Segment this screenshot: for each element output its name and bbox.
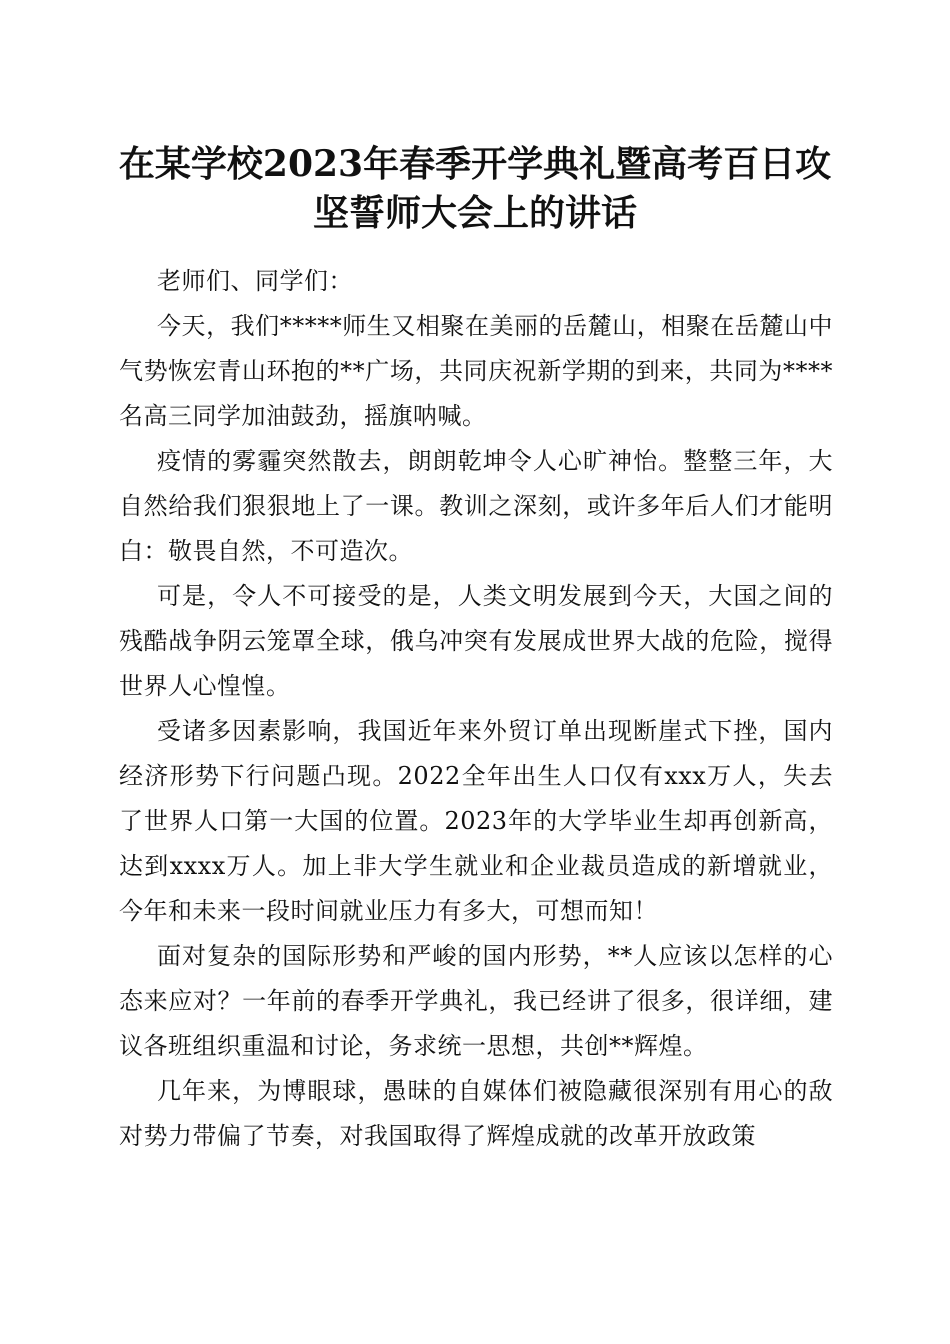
paragraph-4: 受诸多因素影响，我国近年来外贸订单出现断崖式下挫，国内经济形势下行问题凸现。2022全年出生人口仅有xxx万人，失去了世界人口第一大国的位置。2023年的大学毕业生却再创新高，达到xxxx万人。加上非大学生就业和企业裁员造成的新增就业，今年和未来一段时间就业压力有多大，可想而知！ [119, 717, 833, 925]
salutation: 老师们、同学们： [157, 267, 353, 295]
document-body [119, 259, 833, 1159]
document-title [110, 140, 840, 238]
paragraph-1: 今天，我们*****师生又相聚在美丽的岳麓山，相聚在岳麓山中气势恢宏青山环抱的**广场，共同庆祝新学期的到来，共同为****名高三同学加油鼓劲，摇旗呐喊。 [119, 312, 833, 430]
title-line-1: 在某学校2023年春季开学典礼暨高考百日攻 [118, 143, 832, 185]
paragraph-6: 几年来，为博眼球，愚昧的自媒体们被隐藏很深别有用心的敌对势力带偏了节奏，对我国取得了辉煌成就的改革开放政策 [119, 1077, 833, 1150]
title-line-2: 坚誓师大会上的讲话 [312, 192, 637, 234]
paragraph-5: 面对复杂的国际形势和严峻的国内形势，**人应该以怎样的心态来应对？一年前的春季开学典礼，我已经讲了很多，很详细，建议各班组织重温和讨论，务求统一思想，共创**辉煌。 [119, 942, 833, 1060]
paragraph-3: 可是，令人不可接受的是，人类文明发展到今天，大国之间的残酷战争阴云笼罩全球，俄乌冲突有发展成世界大战的危险，搅得世界人心惶惶。 [119, 582, 833, 700]
paragraph-2: 疫情的雾霾突然散去，朗朗乾坤令人心旷神怡。整整三年，大自然给我们狠狠地上了一课。教训之深刻，或许多年后人们才能明白：敬畏自然，不可造次。 [119, 447, 833, 565]
